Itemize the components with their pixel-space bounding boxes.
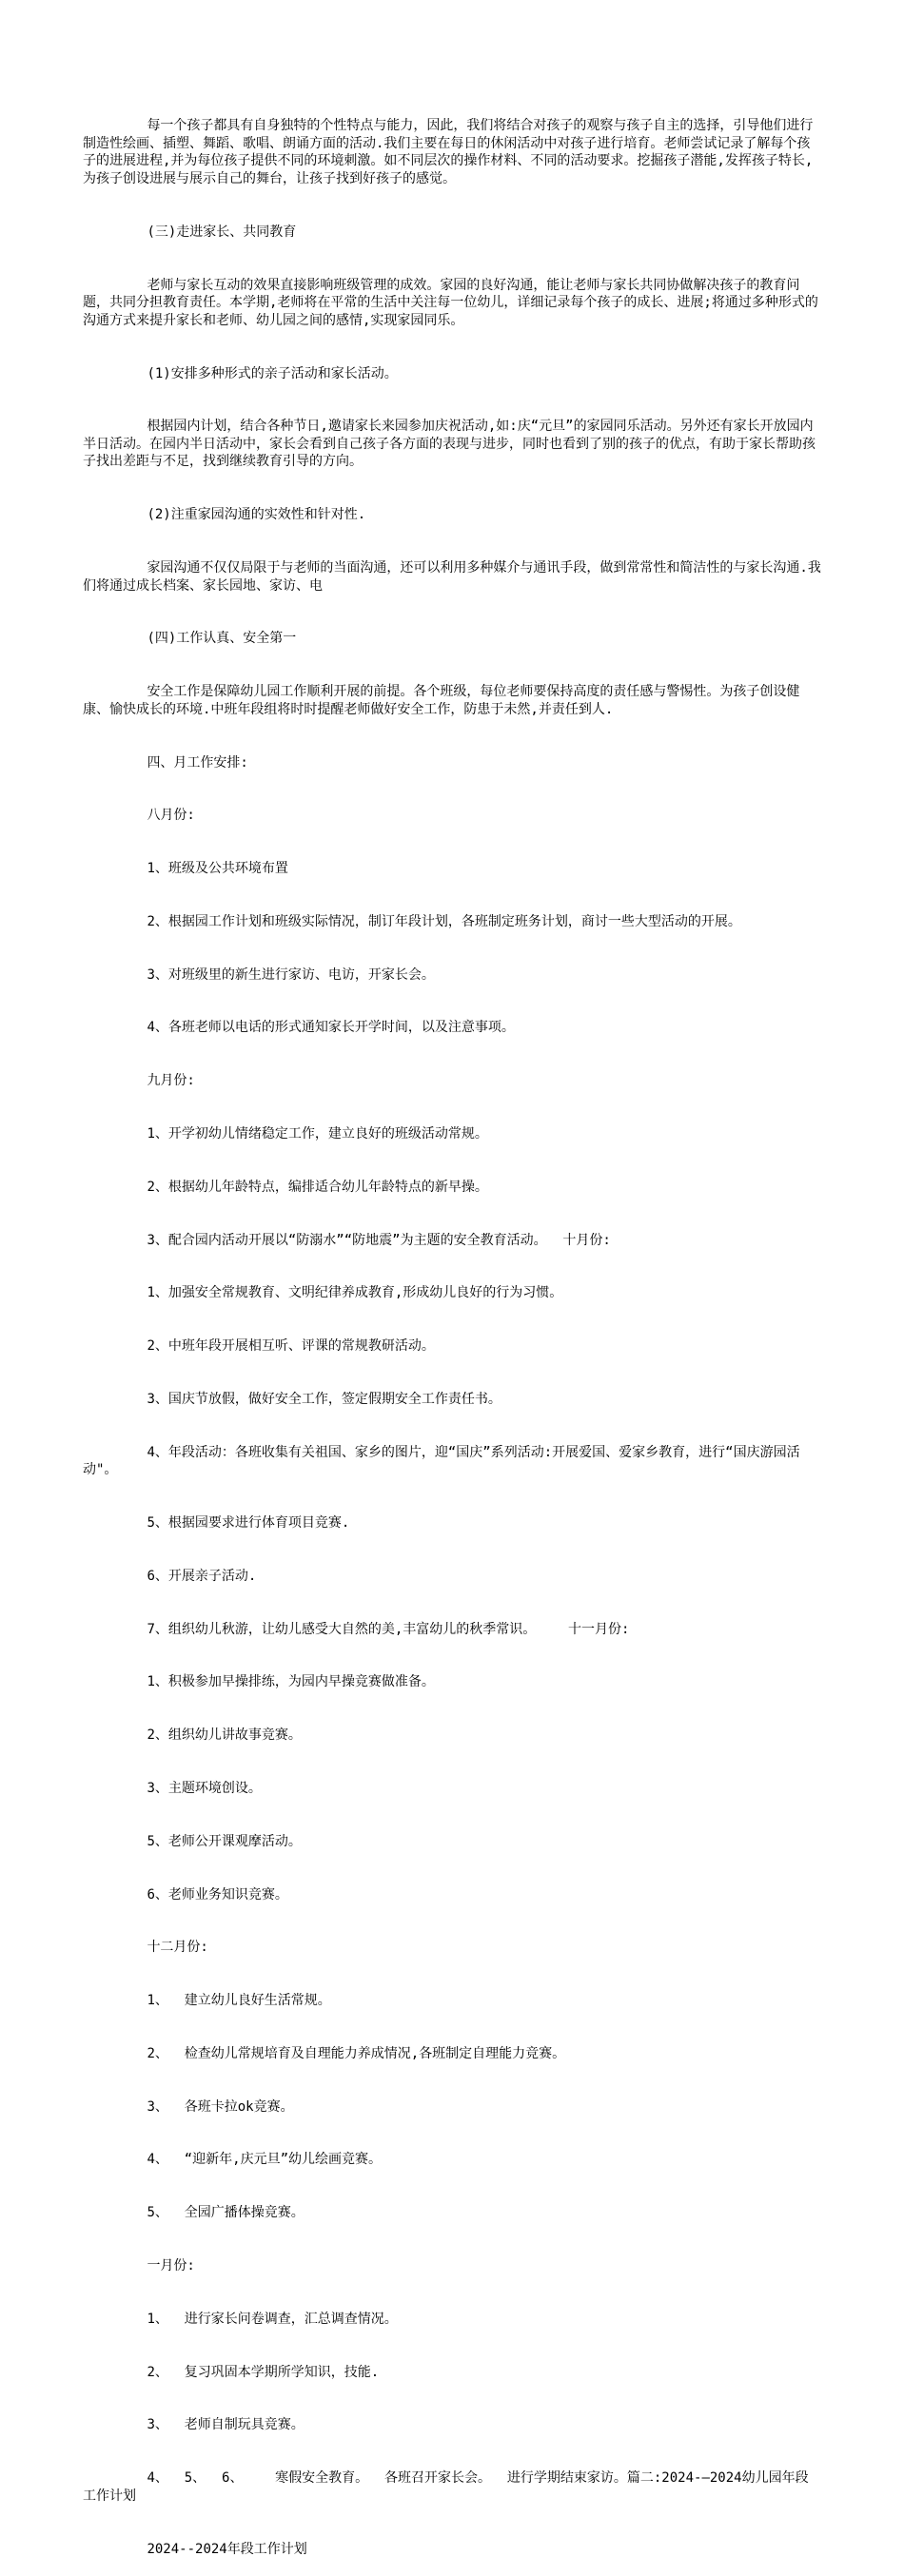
paragraph: 根据园内计划，结合各种节日,邀请家长来园参加庆祝活动,如:庆“元旦”的家园同乐活动。另外还有家长开放园内半日活动。在园内半日活动中，家长会看到自己孩子各方面的表现与进步，同时也看到了别的孩子的优点，有助于家长帮助孩子找出差距与不足，找到继续教育引导的方向。 [83, 419, 816, 470]
list-item: 6、开展亲子活动. [83, 1568, 257, 1584]
list-item: 1、积极参加早操排练，为园内早操竞赛做准备。 [83, 1674, 435, 1690]
month-heading: 一月份: [83, 2258, 195, 2274]
month-heading: 八月份: [83, 808, 195, 824]
list-item: 2、根据园工作计划和班级实际情况，制订年段计划，各班制定班务计划，商讨一些大型活动的开展。 [83, 913, 741, 929]
list-item: 3、 各班卡拉ok竞赛。 [83, 2098, 294, 2115]
list-item: 1、加强安全常规教育、文明纪律养成教育,形成幼儿良好的行为习惯。 [83, 1285, 563, 1301]
list-item: 2、中班年段开展相互听、评课的常规教研活动。 [83, 1338, 435, 1355]
list-item: 2、根据幼儿年龄特点，编排适合幼儿年龄特点的新早操。 [83, 1179, 488, 1195]
list-item: 5、根据园要求进行体育项目竞赛. [83, 1515, 350, 1532]
list-item: 3、国庆节放假，做好安全工作，签定假期安全工作责任书。 [83, 1391, 501, 1407]
list-item: 3、主题环境创设。 [83, 1781, 262, 1796]
list-item: 7、组织幼儿秋游，让幼儿感受大自然的美,丰富幼儿的秋季常识。 十一月份: [83, 1621, 630, 1637]
list-item: 1、 进行家长问卷调查，汇总调查情况。 [83, 2311, 398, 2327]
paragraph: 安全工作是保障幼儿园工作顺利开展的前提。各个班级，每位老师要保持高度的责任感与警惕性。为孩子创设健康、愉快成长的环境.中班年段组将时时提醒老师做好安全工作，防患于未然,并责任到人. [83, 684, 800, 717]
sub-heading: (1)安排多种形式的亲子活动和家长活动。 [83, 365, 398, 381]
list-item: 5、 全园广播体操竞赛。 [83, 2205, 305, 2221]
paragraph: 老师与家长互动的效果直接影响班级管理的成效。家园的良好沟通，能让老师与家长共同协做解决孩子的教育问题，共同分担教育责任。本学期,老师将在平常的生活中关注每一位幼儿，详细记录每个孩子的成长、进展;将通过多种形式的沟通方式来提升家长和老师、幼儿园之间的感情,实现家园同乐。 [83, 277, 818, 328]
month-heading: 九月份: [83, 1073, 195, 1089]
list-item: 1、班级及公共环境布置 [83, 861, 288, 877]
list-item: 2、组织幼儿讲故事竞赛。 [83, 1727, 302, 1744]
list-item: 2、 检查幼儿常规培育及自理能力养成情况,各班制定自理能力竞赛。 [83, 2045, 566, 2061]
sub-heading: (2)注重家园沟通的实效性和针对性. [83, 507, 366, 523]
list-item: 4、 “迎新年,庆元旦”幼儿绘画竞赛。 [83, 2152, 383, 2168]
list-item: 4、年段活动：各班收集有关祖国、家乡的图片，迎“国庆”系列活动:开展爱国、爱家乡教育，进行“国庆游园活动"。 [83, 1444, 800, 1478]
list-item: 3、配合园内活动开展以“防溺水”“防地震”为主题的安全教育活动。 十月份: [83, 1232, 611, 1248]
section-heading: 四、月工作安排: [83, 754, 248, 771]
section-heading: (三)走进家长、共同教育 [83, 224, 297, 240]
list-item: 1、 建立幼儿良好生活常规。 [83, 1993, 331, 2009]
list-item: 6、老师业务知识竞赛。 [83, 1886, 288, 1903]
document-body [83, 82, 821, 2576]
list-item: 2、 复习巩固本学期所学知识，技能. [83, 2364, 380, 2380]
paragraph: 每一个孩子都具有自身独特的个性特点与能力，因此，我们将结合对孩子的观察与孩子自主的选择，引导他们进行制造性绘画、插塑、舞蹈、歌唱、朗诵方面的活动.我们主要在每日的休闲活动中对孩子进行培育。老师尝试记录了解每个孩子的进展进程,并为每位孩子提供不同的环境刺激。如不同层次的操作材料、不同的活动要求。挖掘孩子潜能,发挥孩子特长,为孩子创设进展与展示自己的舞台，让孩子找到好孩子的感觉。 [83, 118, 814, 186]
section-heading: (四)工作认真、安全第一 [83, 631, 297, 647]
list-item: 5、老师公开课观摩活动。 [83, 1833, 302, 1849]
list-item: 3、 老师自制玩具竞赛。 [83, 2417, 305, 2433]
list-item: 4、 5、 6、 寒假安全教育。 各班召开家长会。 进行学期结束家访。篇二:2024-—2024幼儿园年段工作计划 [83, 2470, 809, 2504]
document-title: 2024--2024年段工作计划 [83, 2541, 307, 2557]
paragraph: 家园沟通不仅仅局限于与老师的当面沟通，还可以利用多种媒介与通讯手段，做到常常性和简洁性的与家长沟通.我们将通过成长档案、家长园地、家访、电 [83, 560, 821, 594]
list-item: 3、对班级里的新生进行家访、电访，开家长会。 [83, 966, 435, 983]
list-item: 1、开学初幼儿情绪稳定工作，建立良好的班级活动常规。 [83, 1126, 488, 1142]
list-item: 4、各班老师以电话的形式通知家长开学时间，以及注意事项。 [83, 1020, 515, 1036]
month-heading: 十二月份: [83, 1940, 208, 1956]
